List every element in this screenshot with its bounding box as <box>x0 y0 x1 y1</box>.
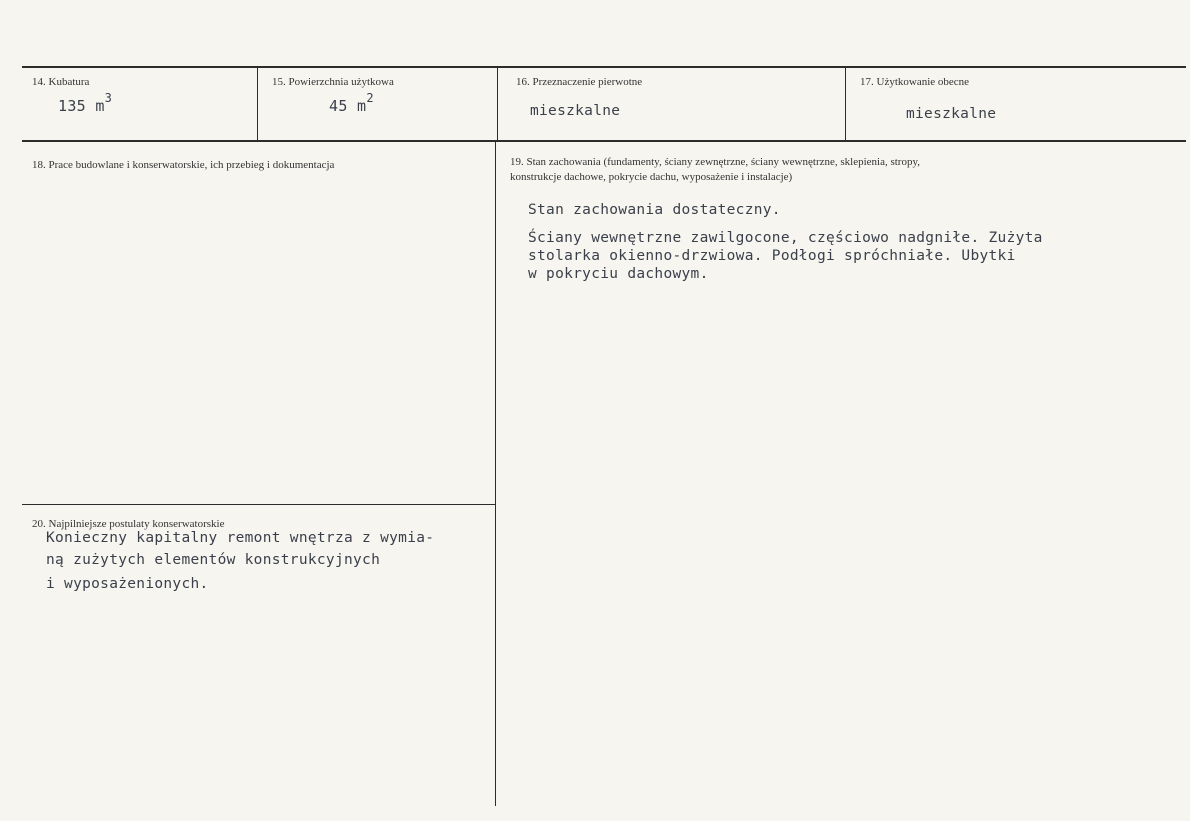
divider-15-16 <box>497 67 498 141</box>
section-18-20-rule <box>22 504 495 505</box>
powierzchnia-number: 45 m <box>329 97 367 115</box>
postulaty-text-1: Konieczny kapitalny remont wnętrza z wymia- <box>46 530 435 546</box>
kubatura-value <box>58 91 113 117</box>
main-vertical-divider <box>495 141 496 806</box>
stan-zachowania-label-line1: 19. Stan zachowania (fundamenty, ściany zewnętrzne, ściany wewnętrzne, sklepienia, stropy, <box>510 156 921 168</box>
stan-zachowania-text-1: Stan zachowania dostateczny. <box>528 202 781 218</box>
header-row-rule <box>22 140 1186 142</box>
uzytkowanie-label: 17. Użytkowanie obecne <box>860 76 970 88</box>
powierzchnia-exponent: 2 <box>366 91 374 105</box>
postulaty-text-3: i wyposażenionych. <box>46 576 209 592</box>
divider-16-17 <box>845 67 846 141</box>
stan-zachowania-label-line2: konstrukcje dachowe, pokrycie dachu, wyposażenie i instalacje) <box>510 171 793 183</box>
kubatura-number: 135 m <box>58 97 105 115</box>
stan-zachowania-text-2: Ściany wewnętrzne zawilgocone, częściowo nadgniłe. Zużyta <box>528 230 1043 246</box>
divider-14-15 <box>257 67 258 141</box>
postulaty-text-2: ną zużytych elementów konstrukcyjnych <box>46 552 381 568</box>
przeznaczenie-label: 16. Przeznaczenie pierwotne <box>516 76 643 88</box>
stan-zachowania-text-4: w pokryciu dachowym. <box>528 266 709 282</box>
paper-edge <box>1190 0 1198 821</box>
kubatura-label: 14. Kubatura <box>32 76 90 88</box>
stan-zachowania-text-3: stolarka okienno-drzwiowa. Podłogi spróchniałe. Ubytki <box>528 248 1016 264</box>
powierzchnia-label: 15. Powierzchnia użytkowa <box>272 76 394 88</box>
uzytkowanie-value: mieszkalne <box>906 106 997 122</box>
postulaty-label: 20. Najpilniejsze postulaty konserwatorskie <box>32 518 225 530</box>
prace-budowlane-label: 18. Prace budowlane i konserwatorskie, ich przebieg i dokumentacja <box>32 159 335 171</box>
kubatura-exponent: 3 <box>104 91 113 105</box>
top-rule <box>22 66 1186 68</box>
powierzchnia-value <box>329 91 374 117</box>
przeznaczenie-value: mieszkalne <box>530 103 621 119</box>
